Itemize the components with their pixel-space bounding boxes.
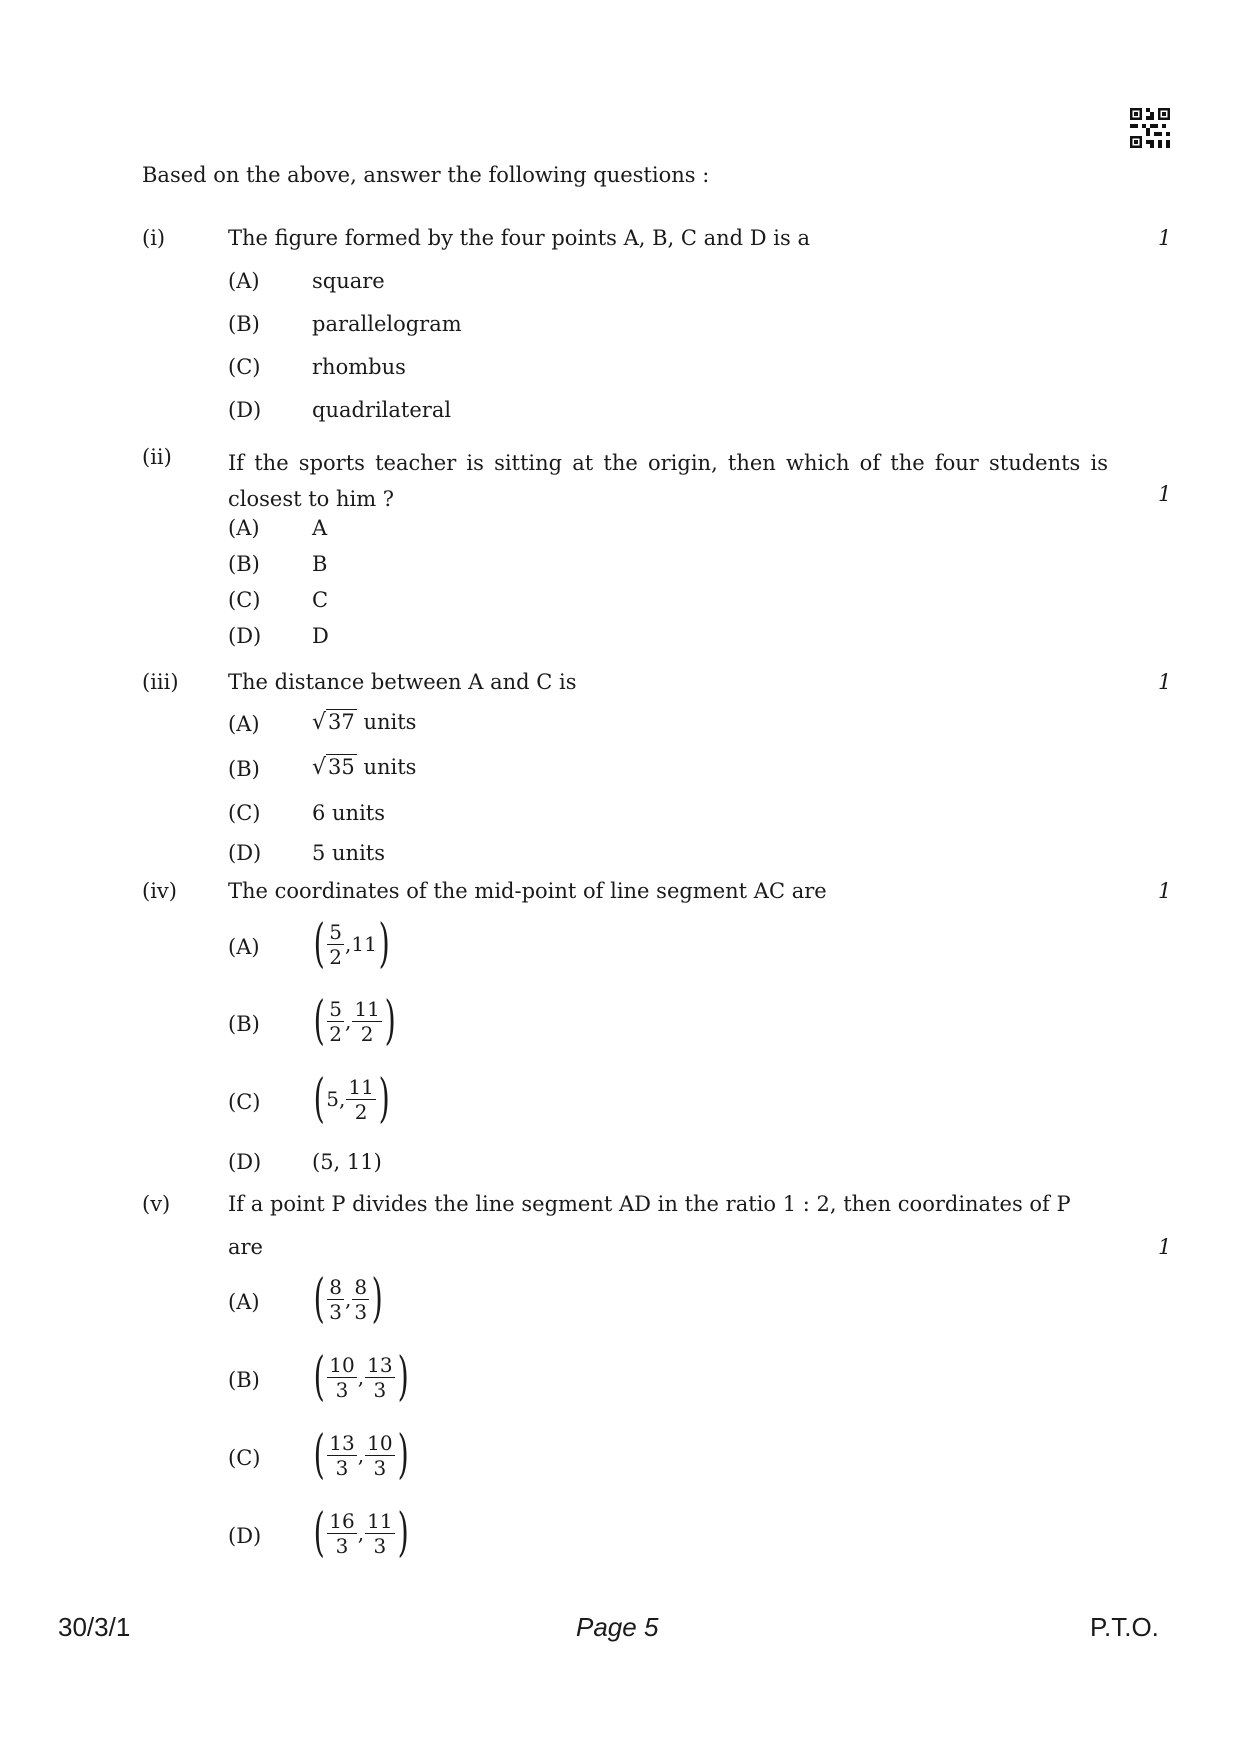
numerator: 11 [354,996,380,1021]
question-number: (iii) [142,670,179,694]
option-text: C [312,588,329,612]
denominator: 2 [360,1021,374,1046]
option-label: (A) [228,935,260,959]
question-marks: 1 [1158,226,1172,250]
intro-text: Based on the above, answer the following questions : [142,163,710,187]
option-label: (C) [228,801,261,825]
coordinate-y: 11 [351,932,377,956]
option-label: (C) [228,355,261,379]
question-text-continuation: are [228,1235,263,1259]
fraction [365,1431,394,1480]
numerator: 5 [329,996,343,1021]
option-sqrt-value [312,710,416,735]
square-root: √35 [312,755,355,780]
denominator: 3 [335,1533,349,1558]
numerator: 8 [329,1274,343,1299]
radicand: 35 [328,755,355,779]
option-coordinates: ( $\frac{13}{3}$ , $\frac{10}{3}$ ) [313,1425,409,1485]
option-label: (B) [228,552,260,576]
option-text: square [312,269,385,293]
numerator: 5 [329,919,343,944]
question-number: (ii) [142,445,172,469]
option-label: (A) [228,712,260,736]
question-marks: 1 [1158,670,1172,694]
option-text: parallelogram [312,312,462,336]
option-text: 6 units [312,801,386,825]
option-sqrt-value [312,755,416,780]
question-number: (i) [142,226,166,250]
denominator: 3 [335,1455,349,1480]
denominator: 3 [373,1455,387,1480]
fraction [365,1509,394,1558]
question-number: (v) [142,1192,171,1216]
fraction [327,997,344,1046]
option-text: A [312,516,328,540]
option-coordinates: ( 5 , $\frac{11}{2}$ ) [313,1069,390,1129]
qr-code-icon [1130,108,1170,148]
option-coordinates: ( $\frac{16}{3}$ , $\frac{11}{3}$ ) [313,1503,409,1563]
denominator: 3 [329,1299,343,1324]
coordinate-x: 5 [326,1087,340,1111]
question-text: If a point P divides the line segment AD in the ratio 1 : 2, then coordinates of P [228,1192,1071,1216]
option-label: (D) [228,1150,262,1174]
numerator: 11 [367,1508,393,1533]
fraction [365,1353,394,1402]
denominator: 2 [354,1099,368,1124]
fraction [346,1075,375,1124]
numerator: 10 [329,1352,355,1377]
question-marks: 1 [1158,879,1172,903]
question-marks: 1 [1158,1235,1172,1259]
numerator: 13 [367,1352,393,1377]
option-text: B [312,552,328,576]
numerator: 11 [348,1074,374,1099]
option-text: rhombus [312,355,406,379]
numerator: 13 [329,1430,355,1455]
option-label: (B) [228,312,260,336]
option-label: (D) [228,1524,262,1548]
denominator: 3 [335,1377,349,1402]
unit-text: units [363,755,417,779]
question-text: The coordinates of the mid-point of line segment AC are [228,879,827,903]
numerator: 16 [329,1508,355,1533]
option-label: (A) [228,269,260,293]
option-label: (B) [228,757,260,781]
option-label: (D) [228,624,262,648]
denominator: 2 [329,1021,343,1046]
option-label: (C) [228,588,261,612]
fraction [327,1431,356,1480]
numerator: 8 [354,1274,368,1299]
fraction [352,997,381,1046]
numerator: 10 [367,1430,393,1455]
fraction [327,1353,356,1402]
option-coordinates: ( $\frac{5}{2}$ , 11 ) [313,914,390,974]
option-label: (B) [228,1012,260,1036]
option-label: (D) [228,398,262,422]
paper-code: 30/3/1 [58,1612,131,1642]
option-label: (A) [228,516,260,540]
question-text: If the sports teacher is sitting at the origin, then which of the four students is closest to him ? [228,451,1108,511]
option-label: (D) [228,841,262,865]
option-label: (C) [228,1446,261,1470]
question-text: The distance between A and C is [228,670,577,694]
option-text: D [312,624,329,648]
denominator: 3 [354,1299,368,1324]
denominator: 3 [373,1533,387,1558]
fraction [352,1275,369,1324]
page-number: Page 5 [576,1612,659,1642]
question-marks: 1 [1158,482,1172,506]
please-turn-over: P.T.O. [1090,1612,1159,1642]
denominator: 3 [373,1377,387,1402]
question-number: (iv) [142,879,177,903]
option-text: (5, 11) [312,1150,382,1174]
option-label: (A) [228,1290,260,1314]
option-coordinates: ( $\frac{8}{3}$ , $\frac{8}{3}$ ) [313,1269,383,1329]
question-text: The figure formed by the four points A, B, C and D is a [228,226,810,250]
option-coordinates: ( $\frac{10}{3}$ , $\frac{13}{3}$ ) [313,1347,409,1407]
unit-text: units [363,710,417,734]
denominator: 2 [329,944,343,969]
option-text: 5 units [312,841,386,865]
option-coordinates: ( $\frac{5}{2}$ , $\frac{11}{2}$ ) [313,991,396,1051]
fraction [327,1275,344,1324]
radicand: 37 [328,710,355,734]
square-root: √37 [312,710,355,735]
option-text: quadrilateral [312,398,452,422]
fraction [327,1509,356,1558]
fraction [327,920,344,969]
option-label: (B) [228,1368,260,1392]
option-label: (C) [228,1090,261,1114]
